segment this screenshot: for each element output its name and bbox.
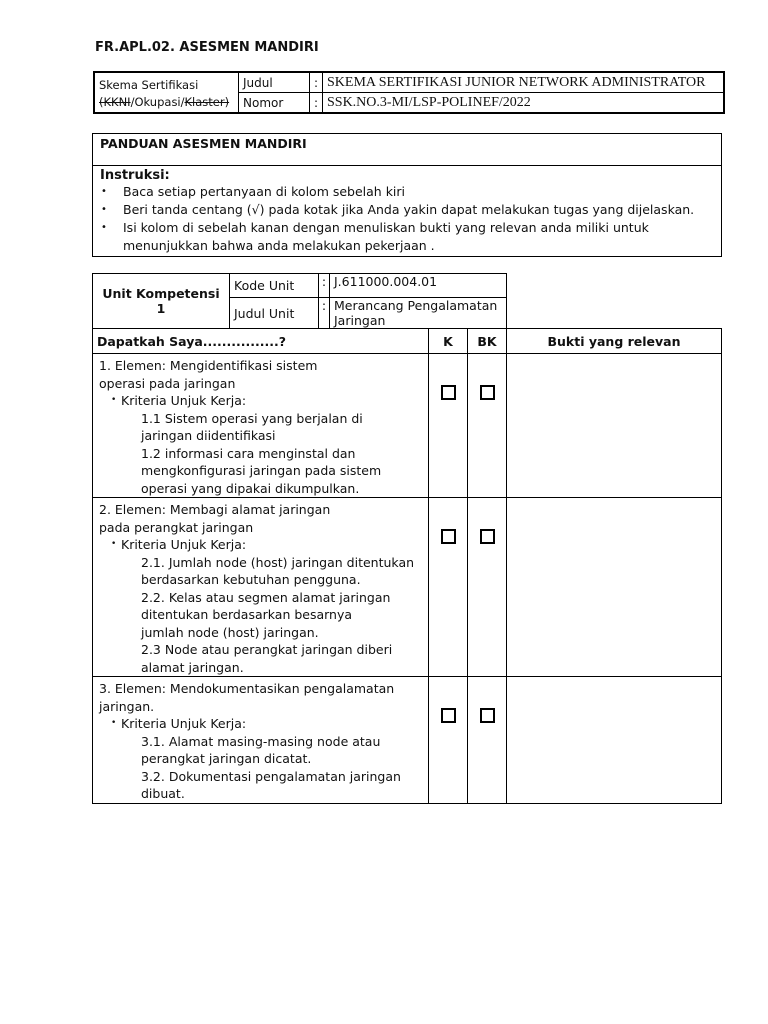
kode-colon: :	[319, 274, 330, 298]
bukti-cell[interactable]	[507, 677, 722, 804]
unit-competency-table	[92, 273, 722, 804]
judul-unit-value: Merancang Pengalamatan Jaringan	[330, 298, 507, 329]
judul-label: Judul	[239, 72, 310, 93]
table-row	[93, 354, 722, 498]
judul-value: SKEMA SERTIFIKASI JUNIOR NETWORK ADMINISTRATOR	[323, 72, 725, 93]
k-checkbox[interactable]	[441, 708, 456, 723]
bk-checkbox[interactable]	[480, 529, 495, 544]
instruction-item: • Isi kolom di sebelah kanan dengan menuliskan bukti yang relevan anda miliki untuk menunjukkan bahwa anda melakukan pekerjaan .	[123, 219, 721, 255]
bk-checkbox[interactable]	[480, 385, 495, 400]
skema-sub-label: (KKNI/Okupasi/Klaster)	[99, 95, 230, 109]
k-cell	[429, 677, 468, 804]
bukti-cell[interactable]	[507, 498, 722, 677]
judul-unit-label: Judul Unit	[230, 298, 319, 329]
panduan-title: PANDUAN ASESMEN MANDIRI	[93, 134, 721, 166]
kode-unit-label: Kode Unit	[230, 274, 319, 298]
col-k-header: K	[429, 329, 468, 354]
table-row	[93, 498, 722, 677]
judul-colon: :	[310, 72, 323, 93]
table-row	[93, 677, 722, 804]
instruction-item: • Beri tanda centang (√) pada kotak jika Anda yakin dapat melakukan tugas yang dijelaskan.	[123, 201, 721, 219]
instruksi-label: Instruksi:	[100, 168, 170, 183]
nomor-colon: :	[310, 93, 323, 114]
bk-cell	[468, 354, 507, 498]
bukti-cell[interactable]	[507, 354, 722, 498]
instruction-item: • Baca setiap pertanyaan di kolom sebelah kiri	[123, 183, 721, 201]
skema-label-cell	[94, 72, 239, 113]
bk-checkbox[interactable]	[480, 708, 495, 723]
element-cell: 3. Elemen: Mendokumentasikan pengalamatan jaringan. • Kriteria Unjuk Kerja: 3.1. Alamat masing-masing node atau perangkat jaringan dicatat. 3.2. Dokumentasi pengalamatan jaringan dibuat.	[93, 677, 429, 804]
k-checkbox[interactable]	[441, 529, 456, 544]
panduan-box	[92, 133, 722, 257]
col-question-header: Dapatkah Saya................?	[93, 329, 429, 354]
nomor-value: SSK.NO.3-MI/LSP-POLINEF/2022	[323, 93, 725, 114]
skema-label: Skema Sertifikasi	[99, 78, 199, 92]
col-bukti-header: Bukti yang relevan	[507, 329, 722, 354]
unit-title: Unit Kompetensi 1	[93, 274, 230, 329]
instruction-list	[93, 183, 721, 255]
k-checkbox[interactable]	[441, 385, 456, 400]
element-cell: 2. Elemen: Membagi alamat jaringan pada perangkat jaringan • Kriteria Unjuk Kerja: 2.1. Jumlah node (host) jaringan ditentukan berdasarkan kebutuhan pengguna. 2.2. Kelas atau segmen alamat jaringan ditentukan berdasarkan besarnya jumlah node (host) jaringan. 2.3 Node atau perangkat jaringan diberi alamat jaringan.	[93, 498, 429, 677]
nomor-label: Nomor	[239, 93, 310, 114]
document-title: FR.APL.02. ASESMEN MANDIRI	[95, 40, 319, 55]
element-cell: 1. Elemen: Mengidentifikasi sistem operasi pada jaringan • Kriteria Unjuk Kerja: 1.1 Sistem operasi yang berjalan di jaringan diidentifikasi 1.2 informasi cara menginstal dan mengkonfigurasi jaringan pada sistem operasi yang dipakai dikumpulkan.	[93, 354, 429, 498]
bk-cell	[468, 498, 507, 677]
bk-cell	[468, 677, 507, 804]
kode-unit-value: J.611000.004.01	[330, 274, 507, 298]
judul-unit-colon: :	[319, 298, 330, 329]
scheme-header-table	[93, 71, 725, 114]
col-bk-header: BK	[468, 329, 507, 354]
k-cell	[429, 498, 468, 677]
k-cell	[429, 354, 468, 498]
